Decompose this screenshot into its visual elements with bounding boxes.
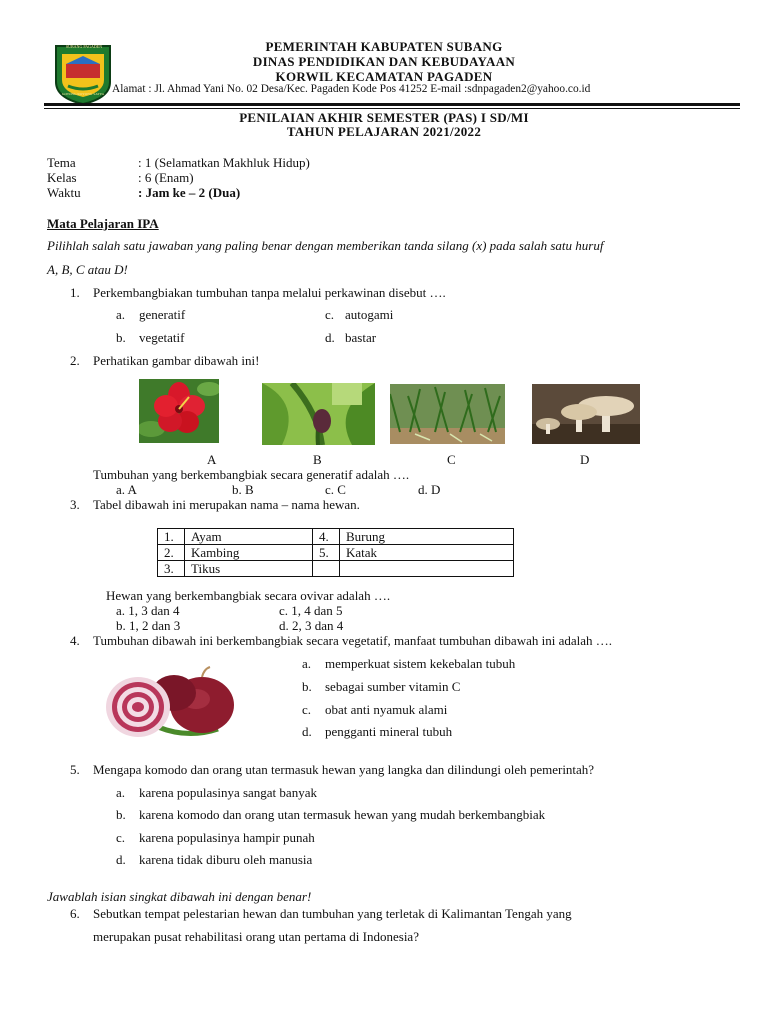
subject-title: Mata Pelajaran IPA — [47, 216, 159, 231]
q1-option-d-letter: d. — [325, 330, 335, 345]
logo-text-bottom: GOTONG ROYONG SATYA — [61, 92, 105, 96]
grass-image — [390, 384, 505, 444]
info-value-waktu: : Jam ke – 2 (Dua) — [138, 185, 241, 200]
exam-title: PENILAIAN AKHIR SEMESTER (PAS) I SD/MI — [239, 110, 529, 125]
q4-text: Tumbuhan dibawah ini berkembangbiak secara vegetatif, manfaat tumbuhan dibawah ini adalah …. — [93, 633, 612, 648]
mushroom-image — [532, 384, 640, 444]
picture-label-d: D — [580, 452, 590, 467]
table-row — [158, 545, 514, 561]
table-cell: 5. — [313, 545, 340, 561]
info-label-tema: Tema — [47, 155, 76, 170]
q2-option-d: d. D — [418, 482, 441, 497]
header-address: Alamat : Jl. Ahmad Yani No. 02 Desa/Kec. Pagaden Kode Pos 41252 E-mail :sdnpagaden2@yahoo.co.id — [112, 83, 591, 95]
table-cell: Ayam — [185, 529, 313, 545]
q1-option-a-letter: a. — [116, 307, 126, 322]
q4-option-a: memperkuat sistem kekebalan tubuh — [325, 656, 516, 671]
info-value-tema: : 1 (Selamatkan Makhluk Hidup) — [138, 155, 310, 170]
table-cell: 4. — [313, 529, 340, 545]
q5-option-d-letter: d. — [116, 852, 126, 867]
q1-option-b-letter: b. — [116, 330, 126, 345]
q6-text-line-2: merupakan pusat rehabilitasi orang utan pertama di Indonesia? — [93, 929, 419, 944]
table-row — [158, 529, 514, 545]
table-cell: Tikus — [185, 561, 313, 577]
instruction-line-1: Pilihlah salah satu jawaban yang paling benar dengan memberikan tanda silang (x) pada salah satu huruf — [47, 238, 604, 253]
q3-question: Hewan yang berkembangbiak secara ovivar adalah …. — [106, 588, 391, 603]
q5-option-d: karena tidak diburu oleh manusia — [139, 852, 313, 867]
q4-number: 4. — [70, 633, 80, 648]
q4-option-d: pengganti mineral tubuh — [325, 724, 453, 739]
q6-text-line-1: Sebutkan tempat pelestarian hewan dan tumbuhan yang terletak di Kalimantan Tengah yang — [93, 906, 572, 921]
table-cell: Burung — [340, 529, 514, 545]
instruction-line-2: A, B, C atau D! — [47, 262, 128, 277]
animal-table — [157, 528, 514, 577]
q3-option-d: d. 2, 3 dan 4 — [279, 618, 344, 633]
header-line-1: PEMERINTAH KABUPATEN SUBANG — [265, 39, 503, 54]
q2-question: Tumbuhan yang berkembangbiak secara generatif adalah …. — [93, 467, 410, 482]
q1-option-d: bastar — [345, 330, 377, 345]
q4-option-a-letter: a. — [302, 656, 312, 671]
table-cell: 3. — [158, 561, 185, 577]
header-rule-thin — [44, 108, 740, 109]
q2-option-a: a. A — [116, 482, 137, 497]
q5-option-b: karena komodo dan orang utan termasuk hewan yang mudah berkembangbiak — [139, 807, 546, 822]
hibiscus-flower-image — [139, 379, 219, 443]
q3-option-a: a. 1, 3 dan 4 — [116, 603, 180, 618]
q3-option-b: b. 1, 2 dan 3 — [116, 618, 181, 633]
q2-number: 2. — [70, 353, 80, 368]
q1-option-b: vegetatif — [139, 330, 185, 345]
exam-year: TAHUN PELAJARAN 2021/2022 — [286, 124, 482, 139]
q3-text: Tabel dibawah ini merupakan nama – nama hewan. — [93, 497, 360, 512]
q4-option-c-letter: c. — [302, 702, 312, 717]
q4-option-c: obat anti nyamuk alami — [325, 702, 448, 717]
q1-option-c-letter: c. — [325, 307, 335, 322]
header-line-2: DINAS PENDIDIKAN DAN KEBUDAYAAN — [252, 54, 516, 69]
info-label-waktu: Waktu — [47, 185, 81, 200]
q1-option-c: autogami — [345, 307, 394, 322]
q5-option-c-letter: c. — [116, 830, 126, 845]
picture-label-a: A — [207, 452, 217, 467]
q1-option-a: generatif — [139, 307, 186, 322]
q4-option-b-letter: b. — [302, 679, 312, 694]
picture-label-b: B — [313, 452, 322, 467]
q5-option-b-letter: b. — [116, 807, 126, 822]
table-cell — [313, 561, 340, 577]
table-row — [158, 561, 514, 577]
header-line-3: KORWIL KECAMATAN PAGADEN — [275, 69, 493, 84]
q4-option-b: sebagai sumber vitamin C — [325, 679, 461, 694]
info-label-kelas: Kelas — [47, 170, 77, 185]
table-cell: 1. — [158, 529, 185, 545]
banana-plant-image — [262, 383, 375, 445]
q2-option-b: b. B — [232, 482, 254, 497]
instruction-short-answer: Jawablah isian singkat dibawah ini dengan benar! — [47, 889, 312, 904]
table-cell: Kambing — [185, 545, 313, 561]
q6-number: 6. — [70, 906, 80, 921]
q5-option-a-letter: a. — [116, 785, 126, 800]
q3-option-c: c. 1, 4 dan 5 — [279, 603, 343, 618]
q5-option-a: karena populasinya sangat banyak — [139, 785, 317, 800]
table-cell: 2. — [158, 545, 185, 561]
q1-number: 1. — [70, 285, 80, 300]
q5-option-c: karena populasinya hampir punah — [139, 830, 315, 845]
table-cell: Katak — [340, 545, 514, 561]
info-value-kelas: : 6 (Enam) — [138, 170, 194, 185]
red-onion-image — [98, 665, 240, 743]
picture-label-c: C — [447, 452, 456, 467]
q2-text: Perhatikan gambar dibawah ini! — [93, 353, 260, 368]
q3-number: 3. — [70, 497, 80, 512]
q1-text: Perkembangbiakan tumbuhan tanpa melalui perkawinan disebut …. — [93, 285, 446, 300]
q4-option-d-letter: d. — [302, 724, 312, 739]
q2-option-c: c. C — [325, 482, 346, 497]
header-rule-thick — [44, 103, 740, 106]
logo-text-top: SUBANG PAGADEN — [65, 44, 103, 49]
q5-number: 5. — [70, 762, 80, 777]
table-cell — [340, 561, 514, 577]
q5-text: Mengapa komodo dan orang utan termasuk hewan yang langka dan dilindungi oleh pemerintah? — [93, 762, 595, 777]
